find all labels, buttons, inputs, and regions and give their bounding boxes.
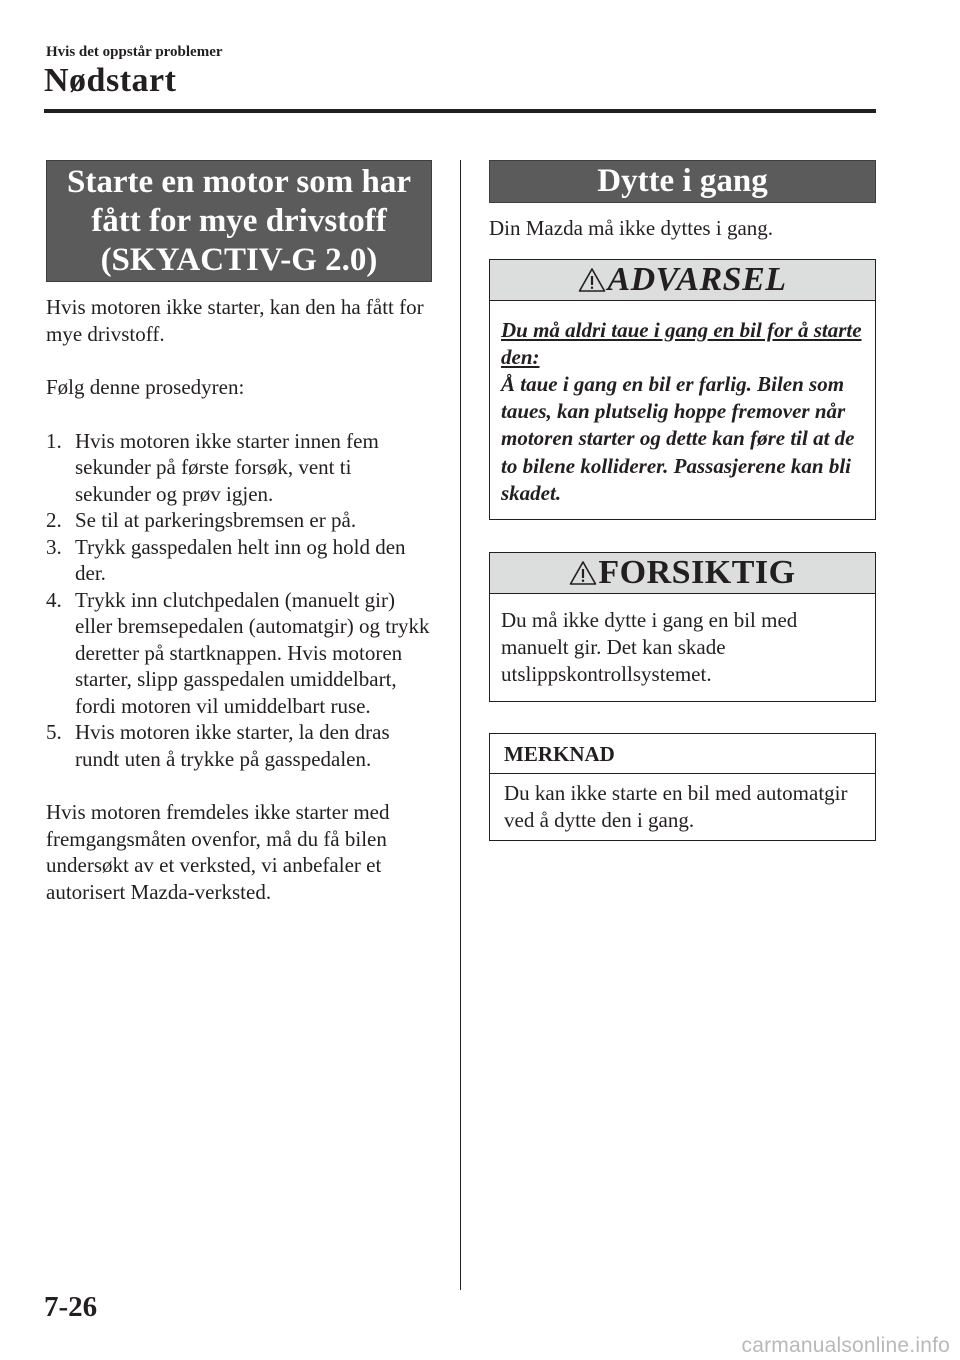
closing-paragraph: Hvis motoren fremdeles ikke starter med fremgangsmåten ovenfor, må du få bilen undersøkt av et verksted, vi anbefaler et autorisert Mazda-verksted. <box>46 800 390 904</box>
right-column <box>489 160 876 841</box>
step-text: Hvis motoren ikke starter, la den dras rundt uten å trykke på gasspedalen. <box>75 720 390 771</box>
page-number: 7-26 <box>44 1291 98 1323</box>
warning-triangle-icon <box>569 560 597 586</box>
warning-triangle-icon <box>578 267 606 293</box>
warning-box <box>489 259 876 520</box>
warning-emphasis: Du må aldri taue i gang en bil for å starte den: <box>501 317 862 369</box>
procedure-label: Følg denne prosedyren: <box>46 375 245 399</box>
warning-header <box>490 260 875 301</box>
step-number: 1. <box>46 428 62 453</box>
step-item <box>46 428 432 508</box>
step-text: Trykk inn clutchpedalen (manuelt gir) eller bremsepedalen (automatgir) og trykk deretter på startknappen. Hvis motoren starter, slipp gasspedalen umiddelbart, fordi motoren vil umiddelbart ruse. <box>75 587 430 718</box>
heading-line: fått for mye drivstoff <box>91 203 387 239</box>
section-heading-flooded-engine <box>46 160 432 282</box>
heading-line: Starte en motor som har <box>67 164 411 200</box>
push-start-intro: Din Mazda må ikke dyttes i gang. <box>489 216 774 240</box>
column-divider <box>460 160 461 1290</box>
warning-body <box>490 301 875 519</box>
left-column <box>46 160 432 905</box>
caution-label: FORSIKTIG <box>598 553 796 591</box>
note-header: MERKNAD <box>490 734 875 774</box>
step-item <box>46 587 432 720</box>
step-item <box>46 719 432 772</box>
section-label: Hvis det oppstår problemer <box>46 44 223 60</box>
step-item <box>46 507 432 534</box>
step-number: 4. <box>46 587 62 612</box>
step-text: Se til at parkeringsbremsen er på. <box>75 508 357 532</box>
note-box <box>489 733 876 841</box>
warning-label: ADVARSEL <box>607 260 787 298</box>
step-number: 3. <box>46 534 62 559</box>
watermark: carmanualsonline.info <box>741 1334 950 1357</box>
header-rule <box>44 109 876 113</box>
step-item <box>46 534 432 587</box>
step-number: 5. <box>46 720 62 744</box>
step-number: 2. <box>46 508 62 532</box>
procedure-steps <box>46 428 432 773</box>
warning-text: Å taue i gang en bil er farlig. Bilen som taues, kan plutselig hoppe fremover når motoren starter og dette kan føre til at de to bilene kolliderer. Passasjerene kan bli skadet. <box>501 371 855 505</box>
section-heading-push-start: Dytte i gang <box>489 160 876 203</box>
caution-box <box>489 552 876 702</box>
caution-header <box>490 553 875 594</box>
note-body: Du kan ikke starte en bil med automatgir ved å dytte den i gang. <box>504 780 848 832</box>
heading-line: (SKYACTIV-G 2.0) <box>100 242 378 278</box>
page-title: Nødstart <box>44 62 177 99</box>
caution-body: Du må ikke dytte i gang en bil med manuelt gir. Det kan skade utslippskontrollsystemet. <box>501 607 798 686</box>
intro-paragraph: Hvis motoren ikke starter, kan den ha fått for mye drivstoff. <box>46 295 424 346</box>
step-text: Trykk gasspedalen helt inn og hold den der. <box>75 534 406 585</box>
step-text: Hvis motoren ikke starter innen fem sekunder på første forsøk, vent ti sekunder og prøv igjen. <box>75 428 379 506</box>
